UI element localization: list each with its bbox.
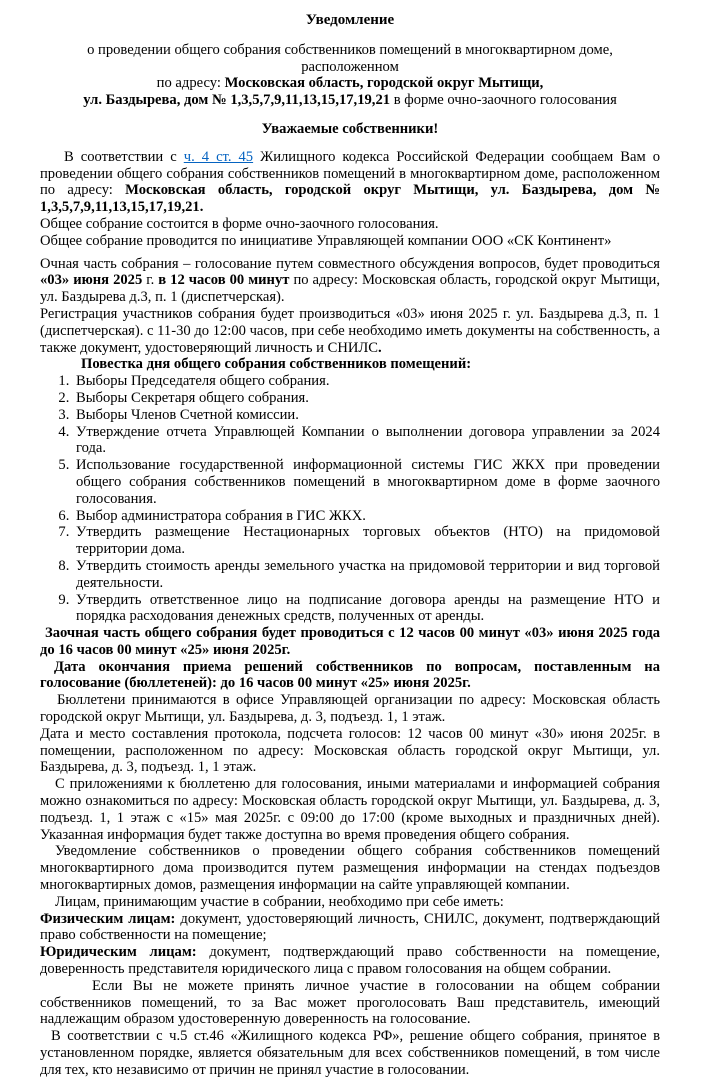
- legal-entities-label: Юридическим лицам:: [40, 944, 197, 961]
- agenda-item: 1. Выборы Председателя общего собрания.: [73, 373, 660, 390]
- individuals-text: документ, удостоверяющий личность, СНИЛС, документ, подтверждающий право собственности на помещение;: [40, 910, 661, 944]
- legal-basis-prefix: В соответствии с: [64, 148, 184, 165]
- in-person-time: в 12 часов 00 минут: [158, 272, 290, 289]
- subtitle-line-1: о проведении общего собрания собственников помещений в многоквартирном доме, расположенном: [87, 41, 613, 75]
- paragraph-individuals: [40, 911, 660, 945]
- subtitle-line-3-suffix: в форме очно-заочного голосования: [390, 92, 617, 109]
- agenda-heading: Повестка дня общего собрания собственников помещений:: [81, 356, 472, 373]
- legal-basis-address: Московская область, городской округ Мытищи, ул. Баздырева, дом № 1,3,5,7,9,11,13,15,17,19,21.: [40, 182, 660, 216]
- paragraph-legal-basis: [40, 149, 660, 216]
- subtitle-address-region: Московская область, городской округ Мытищи,: [224, 75, 544, 92]
- paragraph-final-note: В соответствии с ч.5 ст.46 «Жилищного кодекса РФ», решение общего собрания, принятое в установленном порядке, является обязательным для всех собственников помещений, в том числе для тех, кто независимо от причин не принял участие в голосовании.: [40, 1028, 660, 1078]
- greeting-heading: Уважаемые собственники!: [261, 120, 439, 137]
- law-reference-link[interactable]: ч. 4 ст. 45: [183, 148, 254, 165]
- paragraph-materials-info: С приложениями к бюллетеню для голосования, иными материалами и информацией собрания можно ознакомиться по адресу: Московская область городской округ Мытищи, ул. Баздырева, д. 3, подъезд. 1, 1 этаж с «15» мая 2025г. с 09:00 до 17:00 (кроме выходных и праздничных дней). Указанная информация будет также доступна во время проведения общего собрания.: [40, 776, 660, 843]
- document-subtitle: [40, 42, 660, 109]
- paragraph-initiator: Общее собрание проводится по инициативе Управляющей компании ООО «СК Континент»: [40, 232, 612, 249]
- individuals-label: Физическим лицам:: [40, 910, 176, 927]
- paragraph-legal-entities: [40, 944, 660, 978]
- paragraph-notification-method: Уведомление собственников о проведении общего собрания собственников помещений многоквартирного дома производится путем размещения информации на стендах подъездов многоквартирных домов, размещения информации на сайте управляющей компании.: [40, 843, 660, 894]
- in-person-text-2: г.: [142, 272, 159, 289]
- paragraph-protocol-info: Дата и место составления протокола, подсчета голосов: 12 часов 00 минут «30» июня 2025г. в помещении, расположенном по адресу: Московская область городской округ Мытищи, ул. Баздырева, д. 3, подъезд. 1, 1 этаж.: [40, 725, 660, 776]
- paragraph-proxy-info: Если Вы не можете принять личное участие в голосовании на общем собрании собственников помещений, то за Вас может проголосовать Ваш представитель, имеющий надлежащим образом удостоверенную доверенность на голосование.: [40, 977, 660, 1028]
- document-title: Уведомление: [305, 12, 395, 28]
- agenda-item: 9. Утвердить ответственное лицо на подписание договора аренды на размещение НТО и порядка расходования денежных средств, полученных от аренды.: [73, 592, 660, 626]
- agenda-item: 3. Выборы Членов Счетной комиссии.: [73, 407, 660, 424]
- paragraph-meeting-form: Общее собрание состоится в форме очно-заочного голосования.: [40, 215, 439, 232]
- agenda-item: 5. Использование государственной информационной системы ГИС ЖКХ при проведении общего собрания собственников помещений в многоквартирном доме в форме заочного голосования.: [73, 457, 660, 507]
- agenda-list: [40, 373, 660, 625]
- paragraph-absentee-part: Заочная часть общего собрания будет проводиться с 12 часов 00 минут «03» июня 2025 года до 16 часов 00 минут «25» июня 2025г.: [40, 625, 660, 658]
- in-person-text-3: по адресу: Московская область, городской округ Мытищи, ул. Баздырева д.3, п. 1 (диспетчерская).: [40, 272, 660, 306]
- registration-text: Регистрация участников собрания будет производиться «03» июня 2025 г. ул. Баздырева д.3, п. 1 (диспетчерская). с 11-30 до 12:00 часов, при себе необходимо иметь документы на собственность, а также документ, удостоверяющий личность и СНИЛС: [40, 305, 661, 356]
- legal-entities-text: документ, подтверждающий право собственности на помещение, доверенность представителя юридического лица с правом голосования на общем собрании.: [40, 944, 661, 978]
- registration-period: .: [378, 339, 382, 356]
- agenda-item: 2. Выборы Секретаря общего собрания.: [73, 390, 660, 407]
- subtitle-line-2-prefix: по адресу:: [156, 75, 225, 92]
- subtitle-address-street: ул. Баздырева, дом № 1,3,5,7,9,11,13,15,17,19,21: [83, 92, 391, 109]
- paragraph-registration: [40, 306, 660, 356]
- agenda-item: 8. Утвердить стоимость аренды земельного участка на придомовой территории и вид торговой деятельности.: [73, 558, 660, 592]
- paragraph-deadline: Дата окончания приема решений собственников по вопросам, поставленным на голосование (бюллетеней): до 16 часов 00 минут «25» июня 2025г.: [40, 658, 660, 692]
- paragraph-bring-with-intro: Лицам, принимающим участие в собрании, необходимо при себе иметь:: [55, 893, 504, 910]
- in-person-date: «03» июня 2025: [40, 272, 143, 289]
- in-person-text-1: Очная часть собрания – голосование путем совместного обсуждения вопросов, будет проводиться: [40, 255, 660, 272]
- agenda-item: 6. Выбор администратора собрания в ГИС ЖКХ.: [73, 508, 660, 525]
- paragraph-in-person-part: [40, 256, 660, 306]
- legal-basis-middle: Жилищного кодекса Российской Федерации сообщаем Вам о проведении общего собрания собственников помещений в многоквартирном доме, расположенном по адресу:: [40, 148, 661, 199]
- paragraph-ballots-acceptance: Бюллетени принимаются в офисе Управляющей организации по адресу: Московская область городской округ Мытищи, ул. Баздырева, д. 3, подъезд. 1, 1 этаж.: [40, 692, 660, 726]
- agenda-item: 4. Утверждение отчета Управлющей Компании о выполнении договора управлении за 2024 года.: [73, 424, 660, 458]
- agenda-item: 7. Утвердить размещение Нестационарных торговых объектов (НТО) на придомовой территории дома.: [73, 524, 660, 558]
